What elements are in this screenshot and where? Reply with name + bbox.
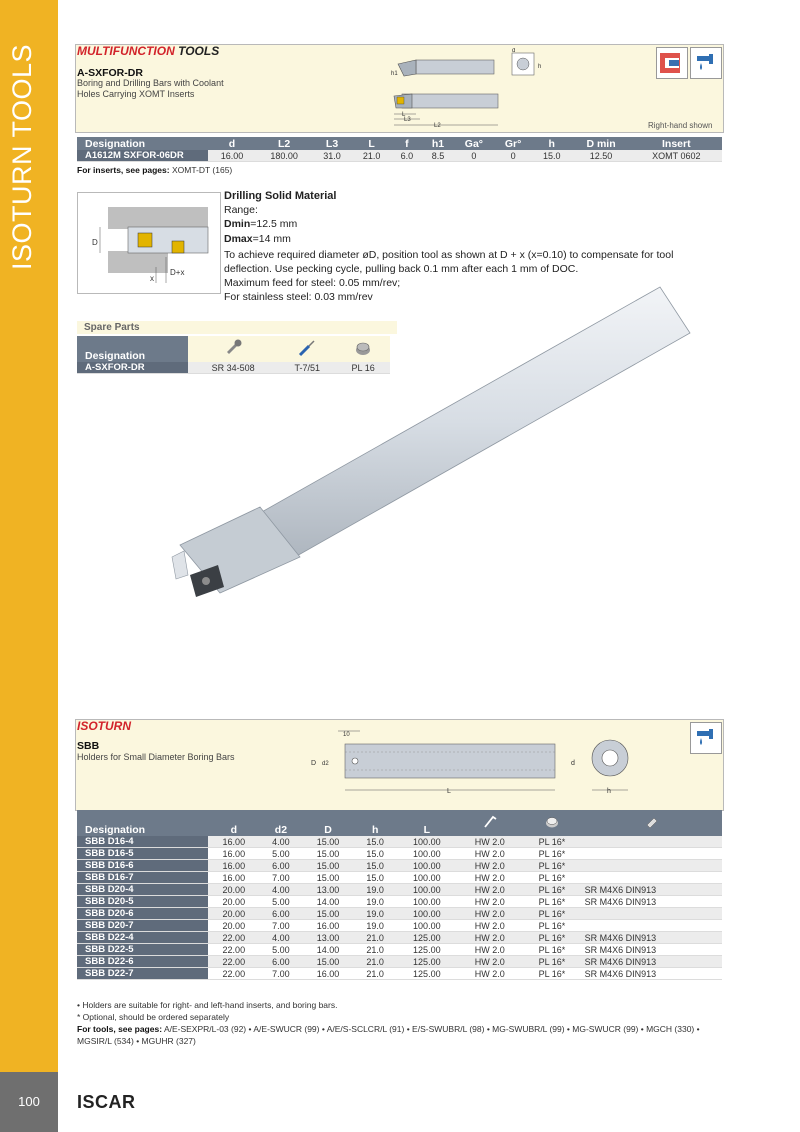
coolant-icon-2: [690, 722, 722, 754]
sbb-col-h: h: [354, 810, 397, 836]
table-row: SBB D20-7 20.00 7.00 16.00 19.0 100.00 HW 2.0 PL 16*: [77, 920, 722, 932]
section1-desc: Boring and Drilling Bars with Coolant Holes Carrying XOMT Inserts: [77, 78, 224, 99]
table-row: SBB D20-5 20.00 5.00 14.00 19.0 100.00 HW 2.0 PL 16* SR M4X6 DIN913: [77, 896, 722, 908]
sbb-col-designation: Designation: [77, 810, 208, 836]
col-l3: L3: [312, 137, 352, 150]
tool-drawing-sxfor: [388, 48, 558, 130]
fig-label-dx: D+x: [170, 268, 185, 277]
section2-title: ISOTURN: [77, 719, 131, 733]
drill-dmin: Dmin=12.5 mm: [224, 218, 298, 231]
dim-L-sbb: L: [447, 788, 451, 795]
dim-h1: h1: [391, 71, 398, 77]
dim-L2: L2: [434, 123, 441, 129]
brand-logo: ISCAR: [77, 1092, 136, 1112]
table-row: A-SXFOR-DR SR 34-508 T-7/51 PL 16: [77, 362, 390, 374]
sbb-col-d: d: [208, 810, 260, 836]
coolant-icon-2-svg: [691, 723, 721, 753]
col-h1: h1: [422, 137, 453, 150]
footnote-2: * Optional, should be ordered separately: [77, 1012, 230, 1022]
hand-note: Right-hand shown: [648, 121, 713, 130]
sbb-table: [77, 810, 722, 980]
col-dmin: D min: [572, 137, 631, 150]
plug-icon-2-svg: [543, 813, 561, 831]
inserts-note: For inserts, see pages: XOMT-DT (165): [77, 165, 233, 175]
drill-title: Drilling Solid Material: [224, 190, 337, 202]
machining-operation-icon-svg: [657, 48, 687, 78]
dim-h: h: [538, 64, 542, 70]
dim-L3: L3: [404, 117, 411, 123]
table-row: SBB D22-6 22.00 6.00 15.00 21.0 125.00 HW 2.0 PL 16* SR M4X6 DIN913: [77, 956, 722, 968]
boring-bar-image: [160, 275, 700, 615]
dim-d-sbb: d: [571, 760, 575, 767]
table-row: SBB D16-7 16.00 7.00 15.00 15.0 100.00 HW 2.0 PL 16*: [77, 872, 722, 884]
drill-range: Range:: [224, 204, 258, 217]
plug-icon-2: [522, 810, 581, 836]
col-gr: Gr°: [494, 137, 532, 150]
dim-D2: D: [311, 760, 317, 767]
hex-key-icon-svg: [481, 813, 499, 831]
tool-drawing-sbb: [305, 726, 645, 800]
set-screw-icon-svg: [643, 813, 661, 831]
table-row: SBB D22-5 22.00 5.00 14.00 21.0 125.00 HW 2.0 PL 16* SR M4X6 DIN913: [77, 944, 722, 956]
drill-p2: Maximum feed for steel: 0.05 mm/rev;: [224, 277, 401, 290]
dim-L: L: [402, 112, 406, 118]
table-row: A1612M SXFOR-06DR 16.00 180.00 31.0 21.0 6.0 8.5 0 0 15.0 12.50 XOMT 0602: [77, 150, 722, 162]
fig-label-D: D: [92, 238, 98, 247]
table-row: SBB D22-4 22.00 4.00 13.00 21.0 125.00 HW 2.0 PL 16* SR M4X6 DIN913: [77, 932, 722, 944]
page-number: 100: [0, 1072, 58, 1132]
col-f: f: [391, 137, 422, 150]
col-ga: Ga°: [454, 137, 495, 150]
table-row: SBB D16-5 16.00 5.00 15.00 15.0 100.00 HW 2.0 PL 16*: [77, 848, 722, 860]
section2-code: SBB: [77, 740, 100, 752]
footnote-1: • Holders are suitable for right- and left-hand inserts, and boring bars.: [77, 1000, 338, 1010]
fig-label-x: x: [150, 274, 154, 283]
spare-col-designation: Designation: [77, 336, 188, 362]
sbb-col-d2: d2: [260, 810, 303, 836]
sidebar-title: ISOTURN TOOLS: [7, 43, 37, 270]
table-row: SBB D20-6 20.00 6.00 15.00 19.0 100.00 HW 2.0 PL 16*: [77, 908, 722, 920]
dim-d2: d2: [322, 761, 329, 767]
dim-10: 10: [343, 732, 350, 738]
col-d: d: [208, 137, 256, 150]
dim-h-sbb: h: [607, 788, 611, 795]
machining-operation-icon: [656, 47, 688, 79]
col-h: h: [532, 137, 572, 150]
sbb-col-L: L: [396, 810, 457, 836]
col-insert: Insert: [631, 137, 722, 150]
hex-key-icon: [457, 810, 522, 836]
col-l2: L2: [256, 137, 312, 150]
section1-title: MULTIFUNCTION TOOLS: [77, 44, 220, 58]
drill-p1: To achieve required diameter øD, position tool as shown at D + x (x=0.10) to compensate for tool deflection. Use pecking cycle, pulling back 0.1 mm after each 1 mm of DOC.: [224, 248, 674, 276]
section1-code: A-SXFOR-DR: [77, 67, 143, 79]
sxfor-table: [77, 137, 722, 162]
dim-d: d: [512, 48, 516, 54]
spare-parts-header: Spare Parts: [77, 321, 397, 334]
table-row: SBB D16-4 16.00 4.00 15.00 15.0 100.00 HW 2.0 PL 16*: [77, 836, 722, 848]
col-l: L: [352, 137, 392, 150]
footnotes: [77, 999, 722, 1047]
sidebar: [0, 0, 58, 1132]
tools-note: For tools, see pages: A/E-SEXPR/L-03 (92) • A/E-SWUCR (99) • A/E/S-SCLCR/L (91) • E/S-SWUBR/L (98) • MG-SWUBR/L (99) • MG-SWUCR (99) • MGCH (330) • MGSIR/L (534) • MGUHR (327): [77, 1024, 700, 1046]
sbb-col-D: D: [302, 810, 354, 836]
set-screw-icon: [582, 810, 722, 836]
coolant-icon-svg: [691, 48, 721, 78]
drill-dmax: Dmax=14 mm: [224, 232, 291, 245]
table-row: SBB D20-4 20.00 4.00 13.00 19.0 100.00 HW 2.0 PL 16* SR M4X6 DIN913: [77, 884, 722, 896]
section2-desc: Holders for Small Diameter Boring Bars: [77, 752, 235, 762]
table-row: SBB D22-7 22.00 7.00 16.00 21.0 125.00 HW 2.0 PL 16* SR M4X6 DIN913: [77, 968, 722, 980]
table-row: SBB D16-6 16.00 6.00 15.00 15.0 100.00 HW 2.0 PL 16*: [77, 860, 722, 872]
coolant-icon: [690, 47, 722, 79]
col-designation: Designation: [77, 137, 208, 150]
drill-p3: For stainless steel: 0.03 mm/rev: [224, 291, 373, 304]
